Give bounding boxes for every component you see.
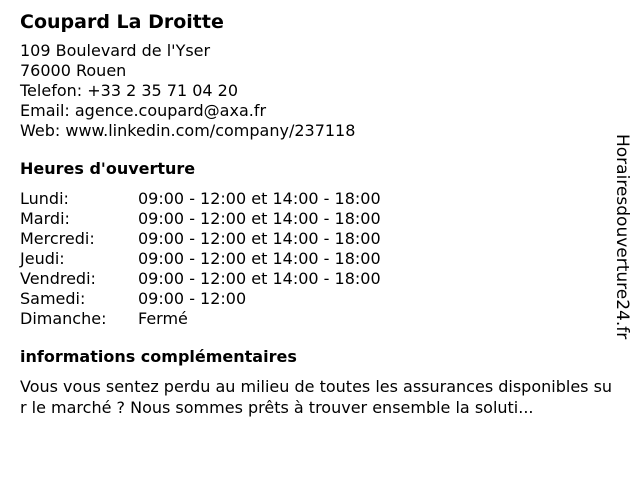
hours-row-tuesday: [20, 209, 616, 229]
hours-row-sunday: [20, 309, 616, 329]
day-label: Samedi:: [20, 289, 86, 308]
business-name: Coupard La Droitte: [20, 11, 224, 33]
opening-hours-list: [20, 189, 616, 329]
day-label: Dimanche:: [20, 309, 107, 328]
day-label: Lundi:: [20, 189, 69, 208]
web-line: Web: www.linkedin.com/company/237118: [20, 121, 356, 140]
site-watermark: Horairesdouverture24.fr: [612, 134, 632, 340]
hours-row-thursday: [20, 249, 616, 269]
address-line-2: 76000 Rouen: [20, 61, 127, 80]
time-value: 09:00 - 12:00: [138, 289, 247, 308]
opening-hours-title: Heures d'ouverture: [20, 159, 196, 178]
additional-info-title: informations complémentaires: [20, 347, 297, 366]
hours-row-saturday: [20, 289, 616, 309]
business-card: [20, 10, 616, 418]
time-value: 09:00 - 12:00 et 14:00 - 18:00: [138, 249, 381, 268]
hours-row-friday: [20, 269, 616, 289]
time-value: 09:00 - 12:00 et 14:00 - 18:00: [138, 229, 381, 248]
hours-row-wednesday: [20, 229, 616, 249]
email-line: Email: agence.coupard@axa.fr: [20, 101, 267, 120]
hours-row-monday: [20, 189, 616, 209]
time-value: 09:00 - 12:00 et 14:00 - 18:00: [138, 269, 381, 288]
day-label: Mardi:: [20, 209, 70, 228]
day-label: Jeudi:: [20, 249, 65, 268]
time-value: Fermé: [138, 309, 188, 328]
day-label: Vendredi:: [20, 269, 96, 288]
additional-info-text: Vous vous sentez perdu au milieu de toutes les assurances disponibles sur le marché ? Nous sommes prêts à trouver ensemble la soluti...: [20, 377, 613, 417]
day-label: Mercredi:: [20, 229, 95, 248]
address-line-1: 109 Boulevard de l'Yser: [20, 41, 211, 60]
time-value: 09:00 - 12:00 et 14:00 - 18:00: [138, 209, 381, 228]
phone-line: Telefon: +33 2 35 71 04 20: [20, 81, 239, 100]
time-value: 09:00 - 12:00 et 14:00 - 18:00: [138, 189, 381, 208]
